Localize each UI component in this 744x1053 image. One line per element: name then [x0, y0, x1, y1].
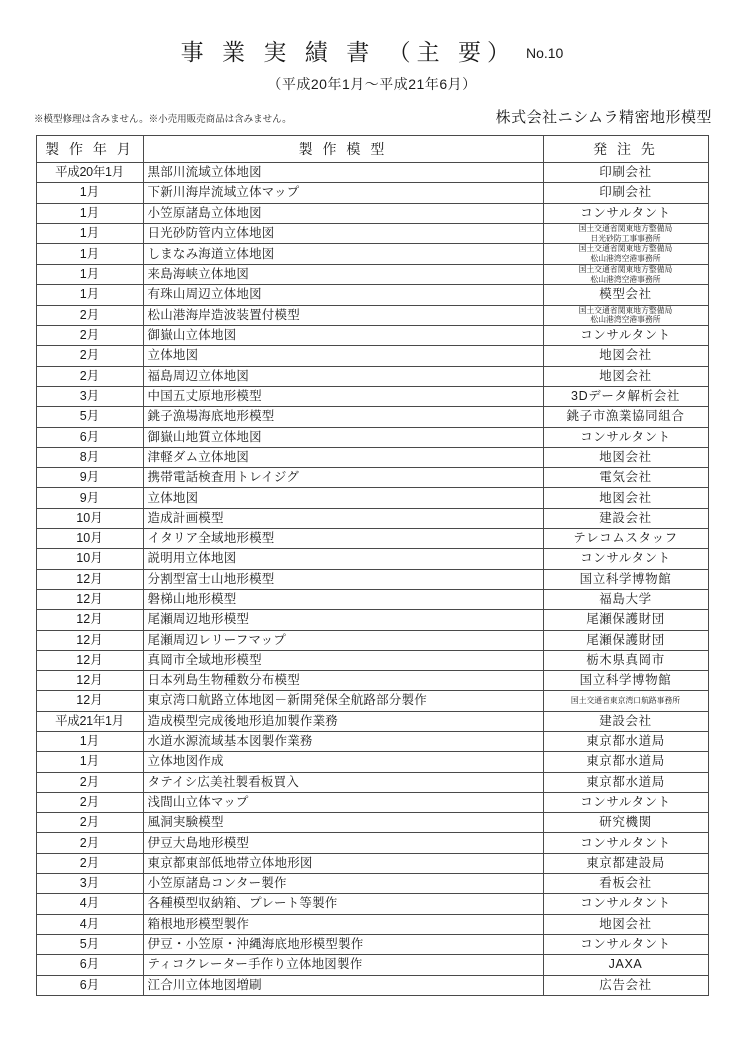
cell-model: 浅間山立体マップ: [143, 792, 543, 812]
cell-model: 黒部川流域立体地図: [143, 163, 543, 183]
table-row: [36, 326, 708, 346]
cell-client: [543, 326, 708, 346]
table-row: [36, 589, 708, 609]
client-line: 建設会社: [599, 510, 652, 525]
cell-client: [543, 813, 708, 833]
table-row: [36, 549, 708, 569]
client-line: 地図会社: [599, 449, 652, 464]
table-row: [36, 305, 708, 325]
cell-model: 津軽ダム立体地図: [143, 447, 543, 467]
cell-date: 2月: [36, 853, 143, 873]
client-line: 国立科学博物館: [579, 673, 672, 688]
cell-date: 3月: [36, 386, 143, 406]
table-row: [36, 955, 708, 975]
client-line: 福島大学: [599, 592, 652, 606]
cell-date: 6月: [36, 975, 143, 995]
cell-model: 各種模型収納箱、プレート等製作: [143, 894, 543, 914]
client-line: 東京都水道局: [586, 754, 665, 769]
client-line: 建設会社: [599, 713, 652, 728]
date-range-subtitle: （平成20年1月～平成21年6月）: [267, 76, 477, 92]
cell-model: 磐梯山地形模型: [143, 589, 543, 609]
cell-model: 尾瀬周辺地形模型: [143, 610, 543, 630]
cell-date: 6月: [36, 427, 143, 447]
client-line: 国土交通省関東地方整備局: [578, 305, 673, 315]
cell-date: 12月: [36, 691, 143, 711]
table-row: [36, 346, 708, 366]
cell-client: [543, 386, 708, 406]
cell-model: 携帯電話検査用トレイジグ: [143, 468, 543, 488]
client-line: テレコムスタッフ: [573, 531, 678, 546]
cell-date: 2月: [36, 772, 143, 792]
cell-model: 東京湾口航路立体地図－新開発保全航路部分製作: [143, 691, 543, 711]
cell-model: 伊豆大島地形模型: [143, 833, 543, 853]
cell-date: 4月: [36, 914, 143, 934]
cell-model: 分割型富士山地形模型: [143, 569, 543, 589]
client-line: JAXA: [608, 957, 643, 972]
cell-model: 有珠山周辺立体地図: [143, 285, 543, 305]
table-row: [36, 407, 708, 427]
client-line: コンサルタント: [580, 551, 671, 566]
cell-client: [543, 203, 708, 223]
cell-client: [543, 853, 708, 873]
cell-model: 立体地図: [143, 346, 543, 366]
cell-date: 2月: [36, 305, 143, 325]
cell-model: 中国五丈原地形模型: [143, 386, 543, 406]
disclaimer-note: ※模型修理は含みません。※小売用販売商品は含みません。: [34, 114, 292, 125]
cell-client: [543, 772, 708, 792]
cell-model: 江合川立体地図増刷: [143, 975, 543, 995]
table-row: [36, 792, 708, 812]
cell-model: 伊豆・小笠原・沖縄海底地形模型製作: [143, 934, 543, 954]
cell-date: 1月: [36, 203, 143, 223]
cell-client: [543, 447, 708, 467]
cell-date: 12月: [36, 569, 143, 589]
cell-client: [543, 914, 708, 934]
table-header-row: [36, 136, 708, 163]
cell-date: 1月: [36, 732, 143, 752]
cell-date: 1月: [36, 183, 143, 203]
table-row: [36, 874, 708, 894]
table-row: [36, 386, 708, 406]
cell-client: [543, 183, 708, 203]
cell-model: 下新川海岸流域立体マップ: [143, 183, 543, 203]
cell-date: 12月: [36, 610, 143, 630]
client-line: 尾瀬保護財団: [586, 612, 665, 627]
table-row: [36, 529, 708, 549]
table-row: [36, 813, 708, 833]
cell-client: [543, 711, 708, 731]
cell-client: [543, 264, 708, 284]
cell-date: 5月: [36, 407, 143, 427]
cell-date: 12月: [36, 589, 143, 609]
client-line: 印刷会社: [599, 165, 652, 180]
company-name: 株式会社ニシムラ精密地形模型: [495, 109, 712, 126]
cell-client: [543, 407, 708, 427]
cell-model: しまなみ海道立体地図: [143, 244, 543, 264]
cell-model: タテイシ広美社製看板買入: [143, 772, 543, 792]
cell-client: [543, 366, 708, 386]
cell-model: 小笠原諸島コンター製作: [143, 874, 543, 894]
notes-row: [24, 106, 720, 127]
table-row: [36, 833, 708, 853]
table-row: [36, 508, 708, 528]
cell-client: [543, 671, 708, 691]
table-row: [36, 630, 708, 650]
column-header-client: 発 注 先: [543, 136, 708, 163]
client-line: コンサルタント: [580, 429, 671, 444]
cell-date: 10月: [36, 508, 143, 528]
table-row: [36, 853, 708, 873]
client-line: 地図会社: [599, 916, 652, 931]
cell-client: [543, 792, 708, 812]
cell-date: 4月: [36, 894, 143, 914]
records-table: [36, 135, 709, 996]
cell-date: 3月: [36, 874, 143, 894]
cell-client: [543, 650, 708, 670]
cell-client: [543, 894, 708, 914]
cell-date: 1月: [36, 244, 143, 264]
client-line: 東京都建設局: [586, 855, 665, 870]
cell-client: [543, 833, 708, 853]
table-body: [36, 163, 708, 996]
title-row: [24, 34, 720, 67]
client-line: 国土交通省東京湾口航路事務所: [570, 696, 681, 706]
cell-date: 2月: [36, 792, 143, 812]
client-line: 尾瀬保護財団: [586, 632, 665, 647]
cell-client: [543, 752, 708, 772]
cell-date: 12月: [36, 630, 143, 650]
client-line: 松山港湾空港事務所: [590, 315, 661, 325]
cell-model: 立体地図: [143, 488, 543, 508]
cell-date: 6月: [36, 955, 143, 975]
cell-client: [543, 346, 708, 366]
client-line: 研究機関: [599, 815, 652, 830]
cell-date: 2月: [36, 833, 143, 853]
cell-model: 松山港海岸造波装置付模型: [143, 305, 543, 325]
cell-date: 1月: [36, 223, 143, 243]
client-line: 地図会社: [599, 368, 652, 383]
client-line: 模型会社: [599, 287, 652, 302]
cell-model: 風洞実験模型: [143, 813, 543, 833]
client-line: 松山港湾空港事務所: [590, 254, 661, 264]
cell-client: [543, 975, 708, 995]
cell-client: [543, 691, 708, 711]
cell-client: [543, 630, 708, 650]
cell-client: [543, 589, 708, 609]
document-number: No.10: [525, 45, 564, 61]
table-row: [36, 447, 708, 467]
cell-client: [543, 163, 708, 183]
cell-date: 10月: [36, 549, 143, 569]
client-line: コンサルタント: [580, 328, 671, 343]
cell-model: 御嶽山立体地図: [143, 326, 543, 346]
client-line: 国土交通省関東地方整備局: [578, 223, 673, 233]
client-line: 松山港湾空港事務所: [590, 274, 661, 284]
table-row: [36, 285, 708, 305]
client-line: コンサルタント: [580, 794, 671, 809]
cell-model: 説明用立体地図: [143, 549, 543, 569]
cell-date: 12月: [36, 671, 143, 691]
client-line: コンサルタント: [580, 896, 671, 911]
client-line: 国土交通省関東地方整備局: [578, 244, 673, 254]
client-line: 3Dデータ解析会社: [571, 389, 680, 404]
cell-client: [543, 508, 708, 528]
table-row: [36, 732, 708, 752]
cell-model: ティコクレーター手作り立体地図製作: [143, 955, 543, 975]
cell-model: 造成模型完成後地形追加製作業務: [143, 711, 543, 731]
cell-model: 造成計画模型: [143, 508, 543, 528]
cell-model: 御嶽山地質立体地図: [143, 427, 543, 447]
table-row: [36, 934, 708, 954]
table-row: [36, 366, 708, 386]
cell-client: [543, 874, 708, 894]
cell-client: [543, 549, 708, 569]
table-row: [36, 894, 708, 914]
cell-date: 12月: [36, 650, 143, 670]
cell-client: [543, 529, 708, 549]
cell-date: 8月: [36, 447, 143, 467]
cell-date: 2月: [36, 813, 143, 833]
cell-model: イタリア全域地形模型: [143, 529, 543, 549]
cell-date: 9月: [36, 488, 143, 508]
client-line: コンサルタント: [580, 835, 671, 850]
cell-client: [543, 610, 708, 630]
cell-date: 10月: [36, 529, 143, 549]
page-title: 事 業 実 績 書 （主 要）: [180, 39, 516, 65]
client-line: 日光砂防工事事務所: [590, 233, 661, 243]
cell-date: 1月: [36, 285, 143, 305]
cell-client: [543, 732, 708, 752]
table-row: [36, 203, 708, 223]
client-line: 広告会社: [599, 977, 652, 992]
table-row: [36, 691, 708, 711]
cell-client: [543, 285, 708, 305]
cell-client: [543, 934, 708, 954]
client-line: 電気会社: [599, 470, 652, 485]
client-line: 地図会社: [599, 490, 652, 505]
cell-model: 福島周辺立体地図: [143, 366, 543, 386]
table-row: [36, 163, 708, 183]
client-line: 国立科学博物館: [579, 571, 672, 586]
table-row: [36, 772, 708, 792]
cell-date: 2月: [36, 346, 143, 366]
cell-date: 2月: [36, 366, 143, 386]
table-row: [36, 488, 708, 508]
cell-client: [543, 427, 708, 447]
column-header-date: 製 作 年 月: [36, 136, 143, 163]
table-row: [36, 752, 708, 772]
table-row: [36, 264, 708, 284]
client-line: 印刷会社: [599, 185, 652, 200]
cell-date: 5月: [36, 934, 143, 954]
table-row: [36, 914, 708, 934]
client-line: 東京都水道局: [586, 734, 665, 749]
table-row: [36, 671, 708, 691]
client-line: 東京都水道局: [586, 774, 665, 789]
table-row: [36, 223, 708, 243]
client-line: 国土交通省関東地方整備局: [578, 264, 673, 274]
cell-model: 水道水源流域基本図製作業務: [143, 732, 543, 752]
cell-client: [543, 305, 708, 325]
cell-date: 1月: [36, 752, 143, 772]
cell-client: [543, 488, 708, 508]
client-line: 栃木県真岡市: [586, 652, 665, 667]
cell-model: 日本列島生物種数分布模型: [143, 671, 543, 691]
cell-model: 尾瀬周辺レリーフマップ: [143, 630, 543, 650]
cell-date: 9月: [36, 468, 143, 488]
cell-model: 箱根地形模型製作: [143, 914, 543, 934]
client-line: コンサルタント: [580, 937, 671, 952]
table-row: [36, 183, 708, 203]
table-row: [36, 468, 708, 488]
cell-date: 平成20年1月: [36, 163, 143, 183]
table-row: [36, 427, 708, 447]
table-row: [36, 569, 708, 589]
cell-date: 平成21年1月: [36, 711, 143, 731]
cell-model: 日光砂防管内立体地図: [143, 223, 543, 243]
column-header-model: 製 作 模 型: [143, 136, 543, 163]
cell-client: [543, 569, 708, 589]
cell-model: 来島海峡立体地図: [143, 264, 543, 284]
client-line: コンサルタント: [580, 205, 671, 220]
cell-client: [543, 468, 708, 488]
client-line: 看板会社: [599, 876, 652, 891]
cell-model: 立体地図作成: [143, 752, 543, 772]
table-row: [36, 610, 708, 630]
client-line: 銚子市漁業協同組合: [566, 409, 685, 424]
cell-model: 小笠原諸島立体地図: [143, 203, 543, 223]
cell-model: 銚子漁場海底地形模型: [143, 407, 543, 427]
table-row: [36, 975, 708, 995]
cell-date: 1月: [36, 264, 143, 284]
cell-model: 東京都東部低地帯立体地形図: [143, 853, 543, 873]
cell-client: [543, 244, 708, 264]
cell-date: 2月: [36, 326, 143, 346]
table-row: [36, 650, 708, 670]
client-line: 地図会社: [599, 348, 652, 363]
cell-client: [543, 955, 708, 975]
cell-client: [543, 223, 708, 243]
table-row: [36, 244, 708, 264]
cell-model: 真岡市全域地形模型: [143, 650, 543, 670]
table-row: [36, 711, 708, 731]
